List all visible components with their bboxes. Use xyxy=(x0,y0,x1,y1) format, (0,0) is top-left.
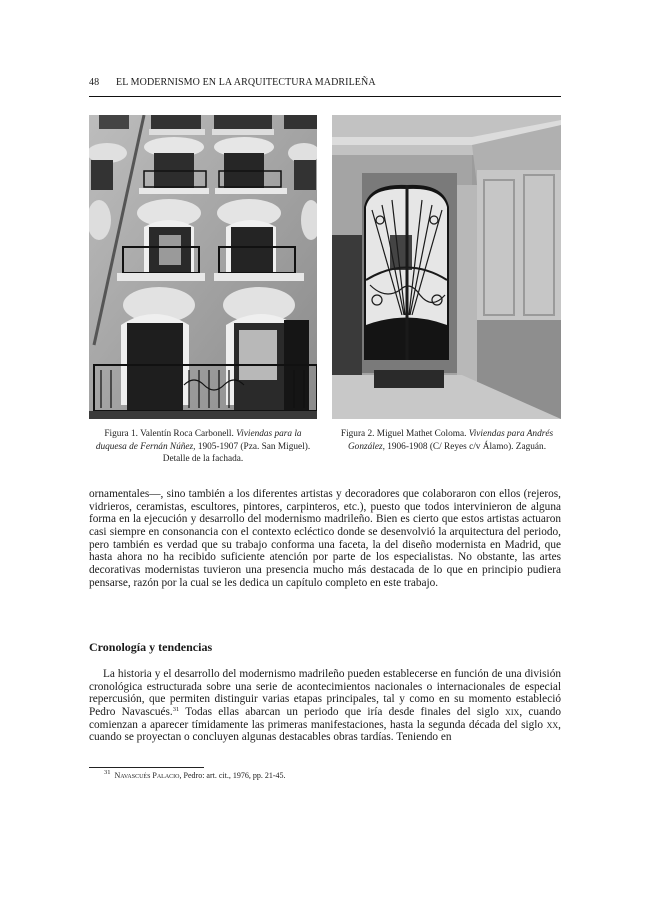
running-title: EL MODERNISMO EN LA ARQUITECTURA MADRILEÑA xyxy=(116,77,376,88)
header-rule xyxy=(89,96,561,97)
para2-part-a: La historia y el desarrollo del modernismo madrileño pueden establecerse en función de una división cronológica estructurada sobre una serie de acontecimientos nacionales o internacionales de especial repercusión, que permiten distinguir varias etapas principales, tal y como en su momento estableció Pedro Navascués. xyxy=(89,668,561,718)
body-paragraph-2 xyxy=(89,668,561,744)
caption-2-prefix: Figura 2. Miguel Mathet Coloma. xyxy=(340,429,469,439)
figure-2-caption xyxy=(336,428,558,453)
para2-part-c: , cuando comienzan a aparecer tímidamente las primeras manifestaciones, hasta la segunda década del siglo xyxy=(89,705,561,731)
footnote-rule xyxy=(89,767,204,768)
caption-2-suffix: , 1906-1908 (C/ Reyes c/v Álamo). Zaguán. xyxy=(382,441,547,452)
running-header xyxy=(89,77,561,88)
facade-image xyxy=(89,115,317,419)
footnote-author: Navascués Palacio xyxy=(114,771,180,780)
century-numeral-2: xx xyxy=(546,718,559,731)
century-numeral-1: xix xyxy=(505,705,520,718)
footnote-text: , Pedro: art. cit., 1976, pp. 21-45. xyxy=(179,771,286,780)
figure-2-photo xyxy=(332,115,561,419)
hallway-image xyxy=(332,115,561,419)
caption-1-suffix: 1905-1907 (Pza. San Miguel). Detalle de la fachada. xyxy=(162,441,311,465)
caption-1-title: Viviendas para la duquesa de Fernán Núñez, xyxy=(95,429,302,452)
footnote-reference[interactable]: 31 xyxy=(172,705,180,713)
footnote xyxy=(104,771,286,780)
caption-2-title: Viviendas para Andrés González xyxy=(347,429,554,452)
figure-1-photo xyxy=(89,115,317,419)
footnote-number: 31 xyxy=(104,769,111,776)
page-number: 48 xyxy=(89,77,100,88)
figure-1-caption xyxy=(92,428,314,466)
caption-1-prefix: Figura 1. Valentín Roca Carbonell. xyxy=(104,429,237,439)
para2-part-d: , cuando se proyectan o concluyen algunas destacables obras tardías. Teniendo en xyxy=(89,718,561,744)
body-paragraph-1: ornamentales—, sino también a los diferentes artistas y decoradores que colaboraron con ellos (rejeros, vidrieros, ceramistas, escultores, pintores, carpinteros, etc.), puesto que todos intervinieron de alguna forma en la ejecución y desarrollo del modernismo madrileño. Bien es cierto que estos artistas actuaron casi siempre en consonancia con el contexto ecléctico donde se desenvolvió la arquitectura del periodo, pero también es verdad que su trabajo conforma una faceta, la del diseño modernista en Madrid, que hasta ahora no ha recibido suficiente atención por parte de los especialistas. No obstante, las artes decorativas modernistas tuvieron una presencia mucho más destacada de lo que en principio pudiera pensarse, razón por la cual se les dedica un capítulo completo en este trabajo. xyxy=(89,488,561,589)
para2-part-b: Todas ellas abarcan un periodo que iría desde finales del siglo xyxy=(179,705,506,718)
section-heading: Cronología y tendencias xyxy=(89,640,213,654)
